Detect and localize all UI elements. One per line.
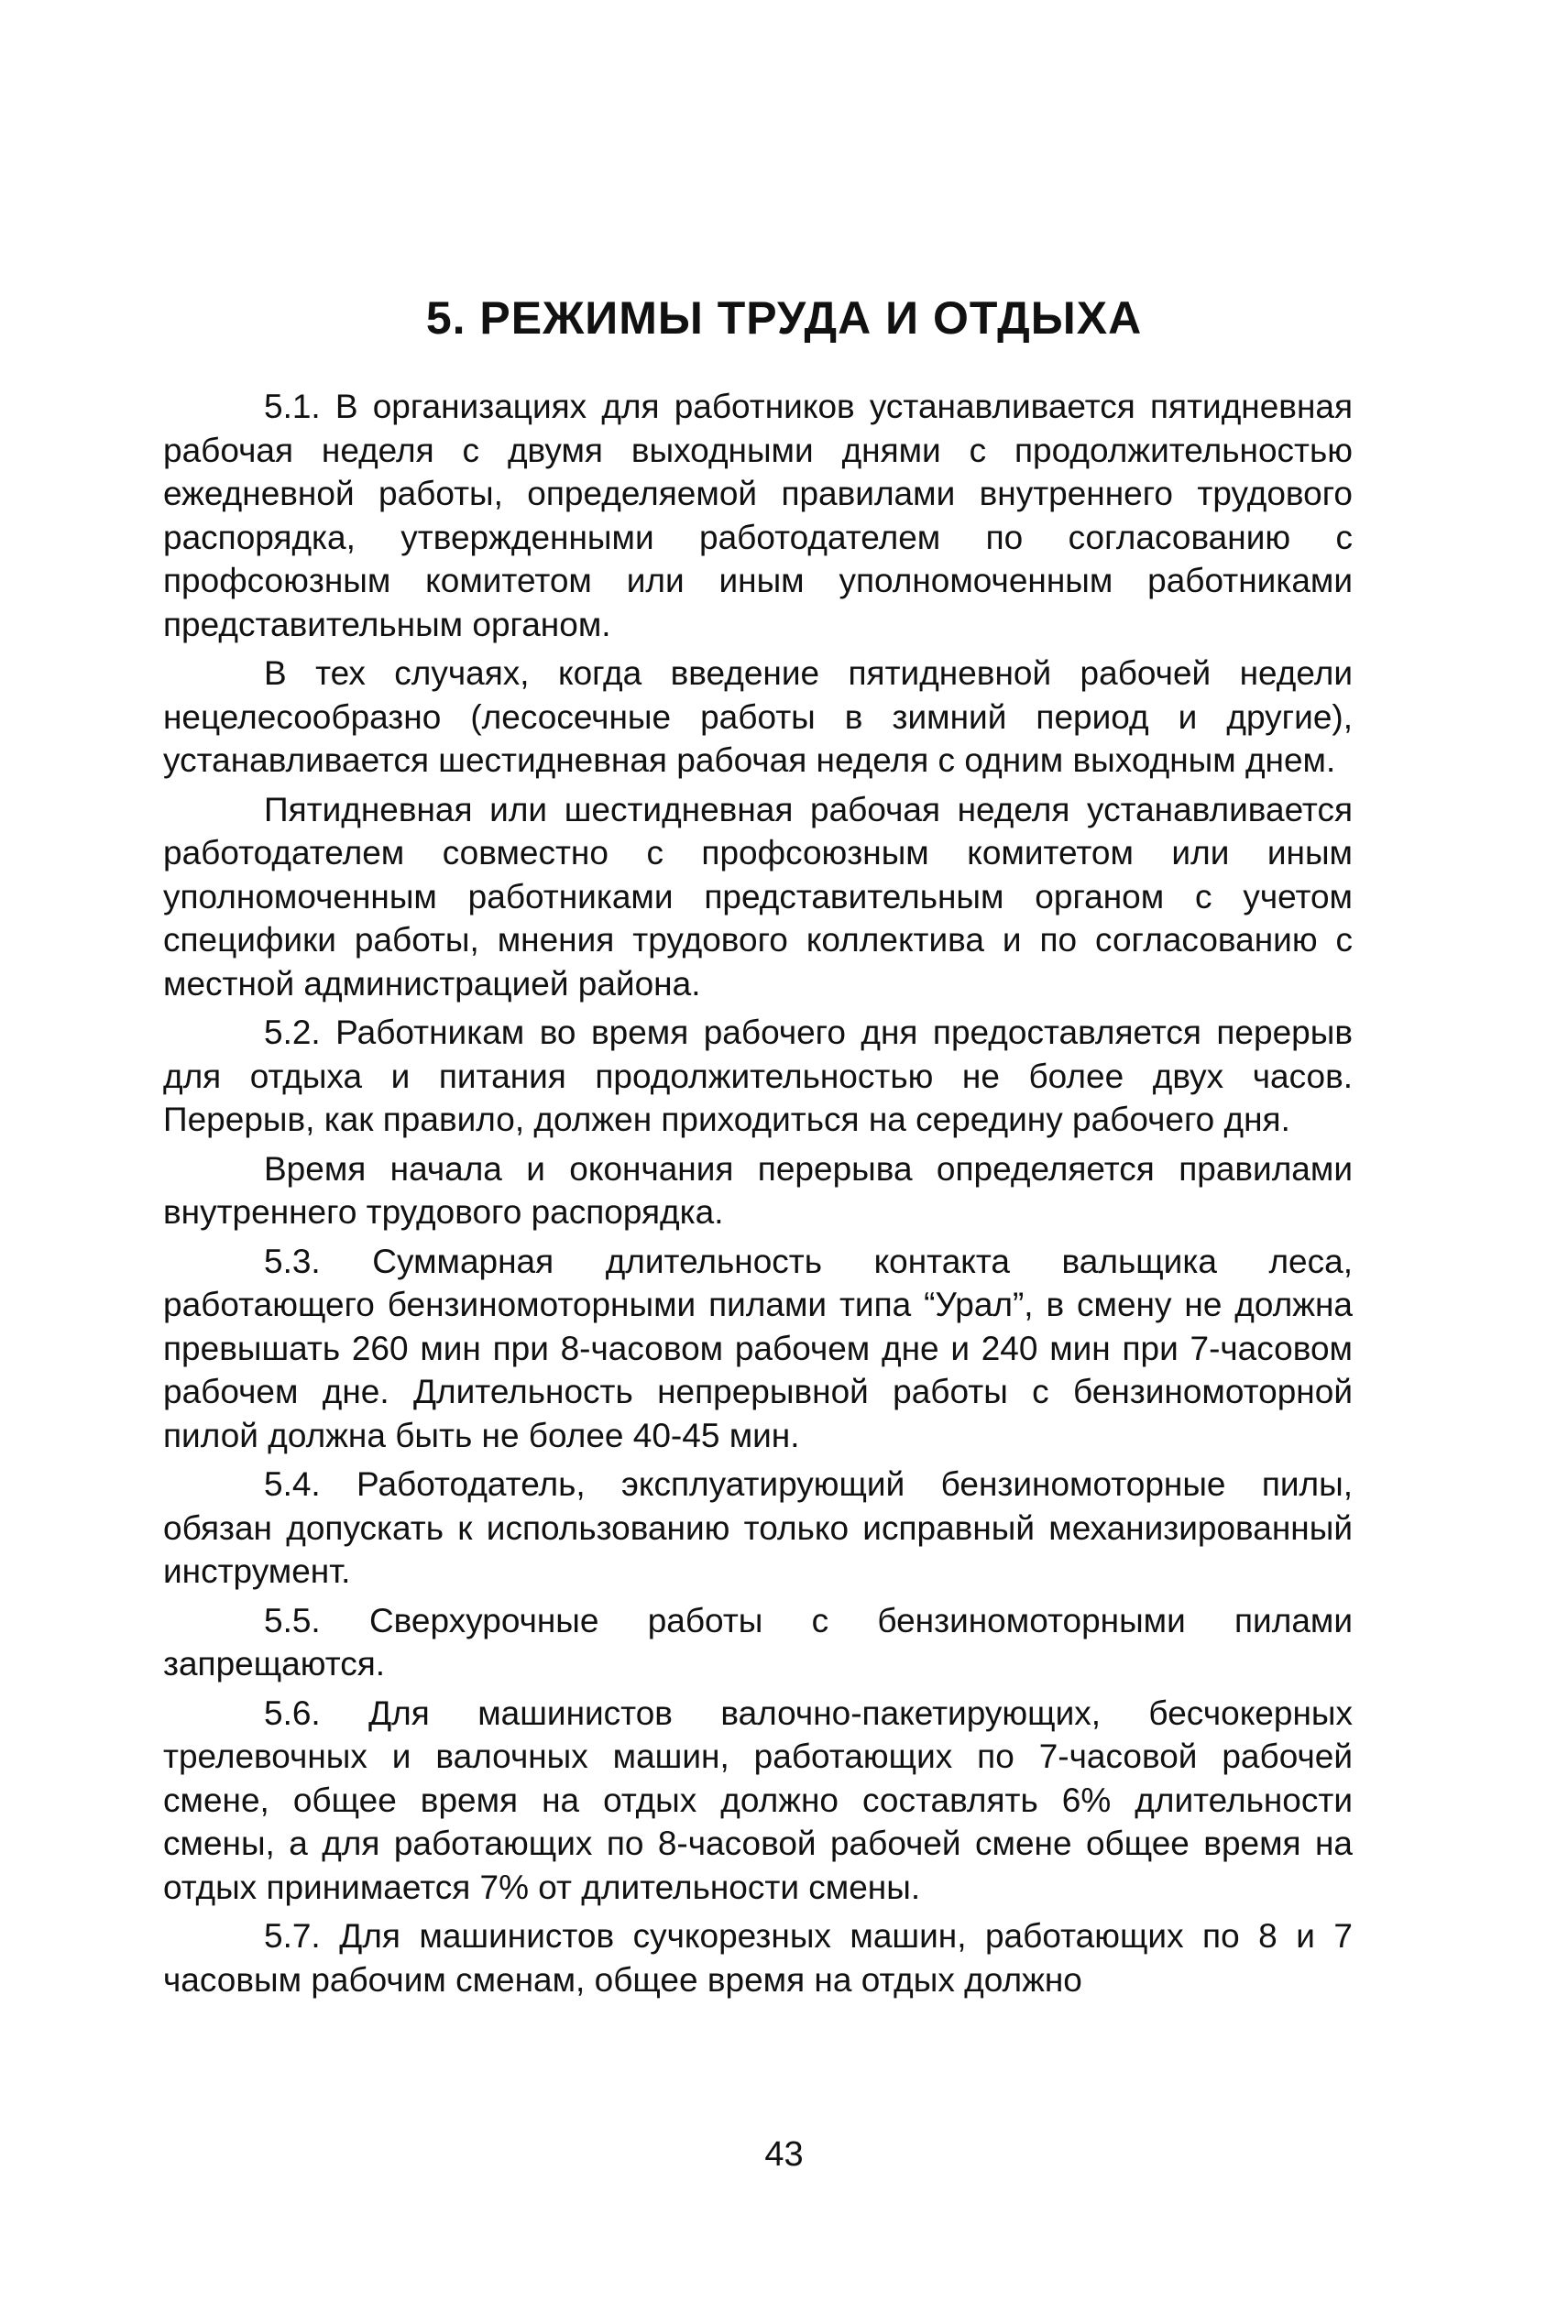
paragraph-break-time: Время начала и окончания перерыва определяется правилами внутреннего трудового распорядка.	[163, 1149, 1353, 1231]
paragraph-5-3: 5.3. Суммарная длительность контакта вальщика леса, работающего бензиномоторными пилами типа “Урал”, в смену не должна превышать 260 мин при 8-часовом рабочем дне и 240 мин при 7-часовом рабочем дне. Длительность непрерывной работы с бензиномоторной пилой должна быть не более 40-45 мин.	[163, 1242, 1353, 1454]
paragraph-six-day-week: В тех случаях, когда введение пятидневной рабочей недели нецелесообразно (лесосечные работы в зимний период и другие), устанавливается шестидневная рабочая неделя с одним выходным днем.	[163, 654, 1353, 779]
page-number: 43	[764, 2135, 804, 2174]
paragraph-5-5: 5.5. Сверхурочные работы с бензиномоторными пилами запрещаются.	[163, 1601, 1353, 1683]
paragraph-5-4: 5.4. Работодатель, эксплуатирующий бензиномоторные пилы, обязан допускать к использованию только исправный механизированный инструмент.	[163, 1465, 1353, 1590]
paragraph-5-1: 5.1. В организациях для работников устанавливается пятидневная рабочая неделя с двумя выходными днями с продолжительностью ежедневной работы, определяемой правилами внутреннего трудового распорядка, утвержденными работодателем по согласованию с профсоюзным комитетом или иным уполномоченным работниками представительным органом.	[163, 388, 1353, 643]
paragraph-5-2: 5.2. Работникам во время рабочего дня предоставляется перерыв для отдыха и питания продолжительностью не более двух часов. Перерыв, как правило, должен приходиться на середину рабочего дня.	[163, 1014, 1353, 1138]
paragraph-5-6: 5.6. Для машинистов валочно-пакетирующих, бесчокерных трелевочных и валочных машин, работающих по 7-часовой рабочей смене, общее время на отдых должно составлять 6% длительности смены, а для работающих по 8-часовой рабочей смене общее время на отдых принимается 7% от длительности смены.	[163, 1694, 1353, 1906]
paragraph-5-7: 5.7. Для машинистов сучкорезных машин, работающих по 8 и 7 часовым рабочим сменам, общее время на отдых должно	[163, 1917, 1353, 1999]
paragraph-week-setting: Пятидневная или шестидневная рабочая неделя устанавливается работодателем совместно с профсоюзным комитетом или иным уполномоченным работниками представительным органом с учетом специфики работы, мнения трудового коллектива и по согласованию с местной администрацией района.	[163, 790, 1353, 1003]
body-text	[163, 385, 1353, 2007]
section-title: 5. РЕЖИМЫ ТРУДА И ОТДЫХА	[425, 292, 1143, 344]
